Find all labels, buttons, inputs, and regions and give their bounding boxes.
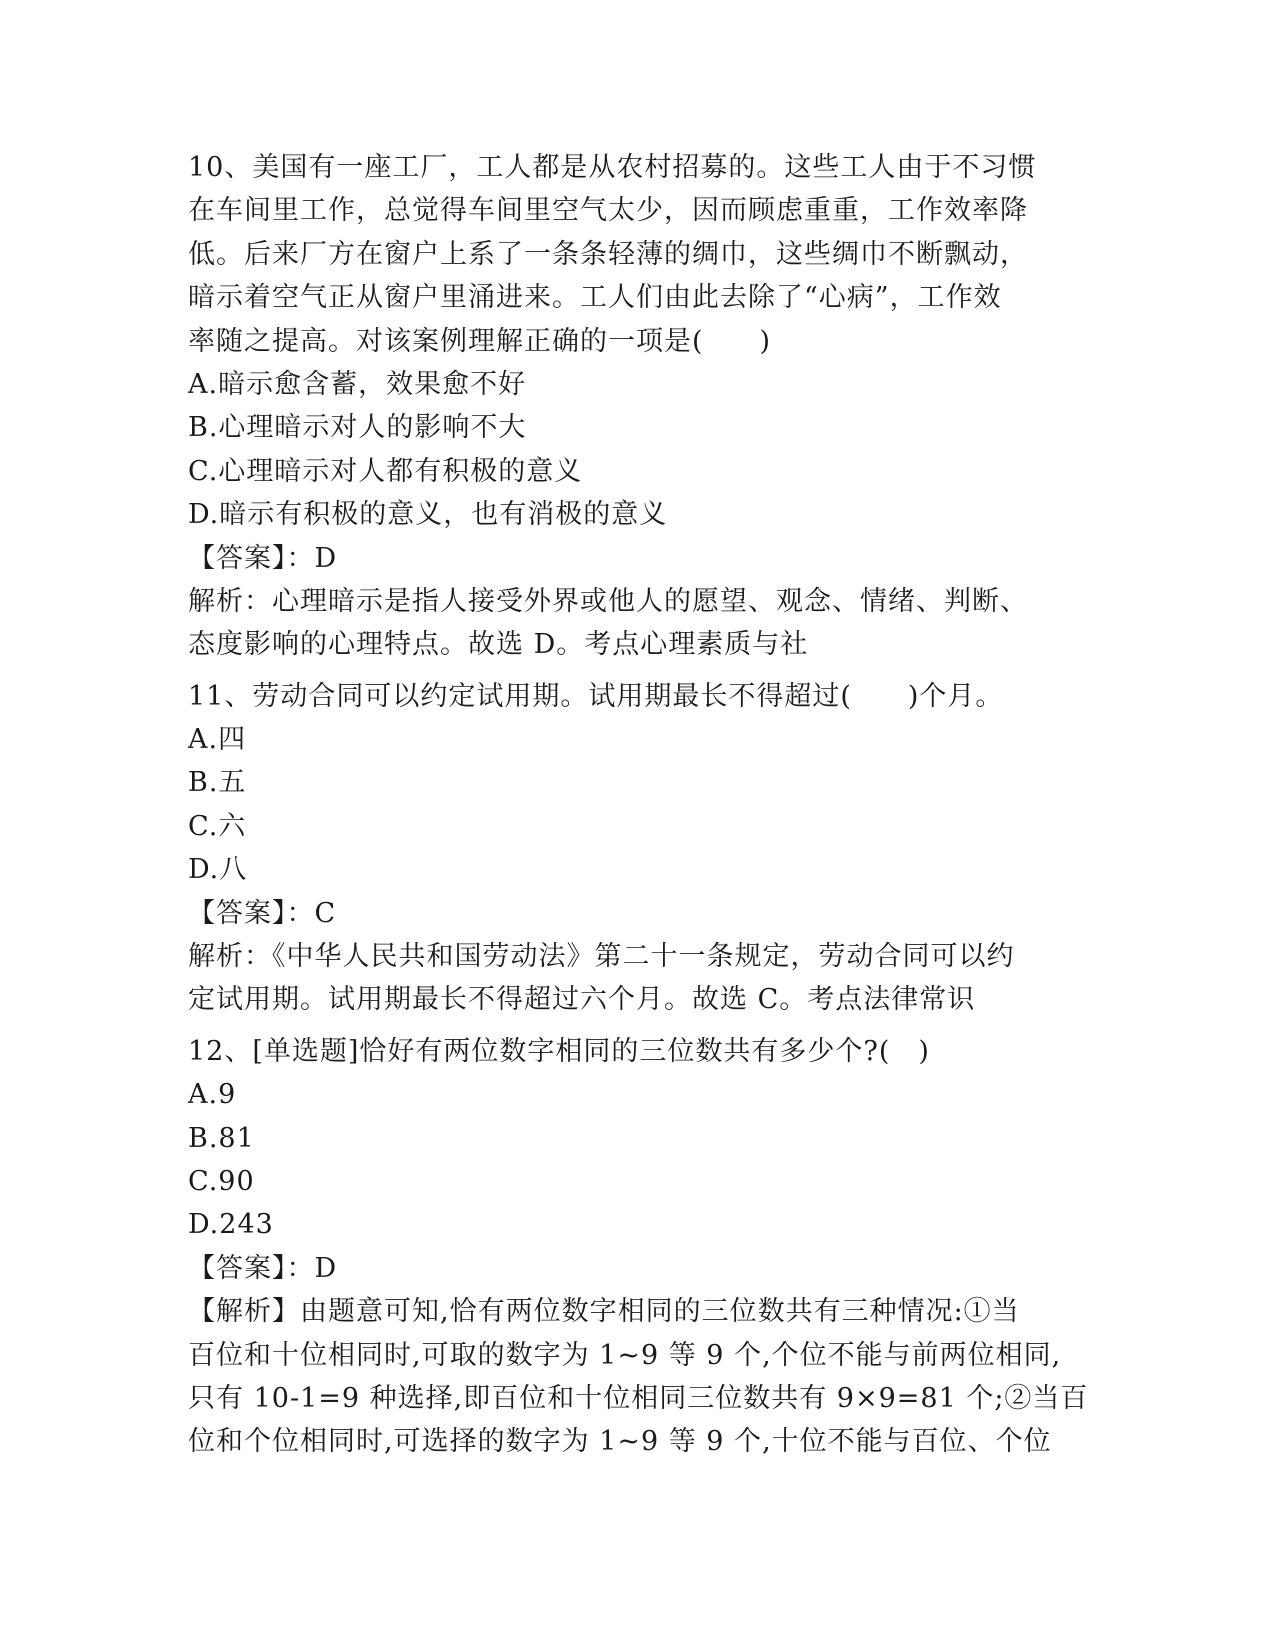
question-stem-line: 率随之提高。对该案例理解正确的一项是( ) xyxy=(188,325,772,357)
document-page xyxy=(188,146,1088,1472)
question-11 xyxy=(188,675,1088,1022)
question-stem-line: 暗示着空气正从窗户里涌进来。工人们由此去除了“心病”，工作效 xyxy=(188,282,1002,314)
answer-line: 【答案】：C xyxy=(188,897,337,929)
option-d: D.暗示有积极的意义，也有消极的意义 xyxy=(188,499,668,531)
question-stem-line: 低。后来厂方在窗户上系了一条条轻薄的绸巾，这些绸巾不断飘动， xyxy=(188,238,1028,270)
option-d: D.243 xyxy=(188,1209,274,1241)
question-10 xyxy=(188,146,1088,667)
analysis-line: 百位和十位相同时,可取的数字为 1~9 等 9 个,个位不能与前两位相同, xyxy=(188,1339,1062,1371)
analysis-line: 态度影响的心理特点。故选 D。考点心理素质与社 xyxy=(188,629,809,661)
option-c: C.六 xyxy=(188,810,247,842)
analysis-line: 只有 10-1=9 种选择,即百位和十位相同三位数共有 9×9=81 个;②当百 xyxy=(188,1382,1089,1414)
analysis-line: 解析：心理暗示是指人接受外界或他人的愿望、观念、情绪、判断、 xyxy=(188,585,1028,617)
analysis-line: 解析：《中华人民共和国劳动法》第二十一条规定，劳动合同可以约 xyxy=(188,941,1015,973)
question-stem-line: 10、美国有一座工厂，工人都是从农村招募的。这些工人由于不习惯 xyxy=(188,152,1037,183)
analysis-line: 定试用期。试用期最长不得超过六个月。故选 C。考点法律常识 xyxy=(188,984,976,1016)
option-c: C.心理暗示对人都有积极的意义 xyxy=(188,455,583,487)
answer-line: 【答案】：D xyxy=(188,1252,338,1284)
option-c: C.90 xyxy=(188,1165,255,1197)
analysis-line: 【解析】由题意可知,恰有两位数字相同的三位数共有三种情况:①当 xyxy=(188,1296,1020,1328)
option-b: B.五 xyxy=(188,767,247,799)
question-12 xyxy=(188,1030,1088,1464)
question-stem-line: 12、[单选题]恰好有两位数字相同的三位数共有多少个?( ) xyxy=(188,1035,930,1067)
option-b: B.81 xyxy=(188,1122,255,1154)
answer-line: 【答案】：D xyxy=(188,542,338,574)
option-a: A.暗示愈含蓄，效果愈不好 xyxy=(188,368,527,400)
option-a: A.四 xyxy=(188,724,247,756)
question-stem-line: 11、劳动合同可以约定试用期。试用期最长不得超过( )个月。 xyxy=(188,680,1004,712)
analysis-line: 位和个位相同时,可选择的数字为 1~9 等 9 个,十位不能与百位、个位 xyxy=(188,1426,1052,1458)
option-a: A.9 xyxy=(188,1079,237,1111)
option-b: B.心理暗示对人的影响不大 xyxy=(188,412,527,444)
option-d: D.八 xyxy=(188,854,248,886)
question-stem-line: 在车间里工作，总觉得车间里空气太少，因而顾虑重重，工作效率降 xyxy=(188,195,1028,227)
